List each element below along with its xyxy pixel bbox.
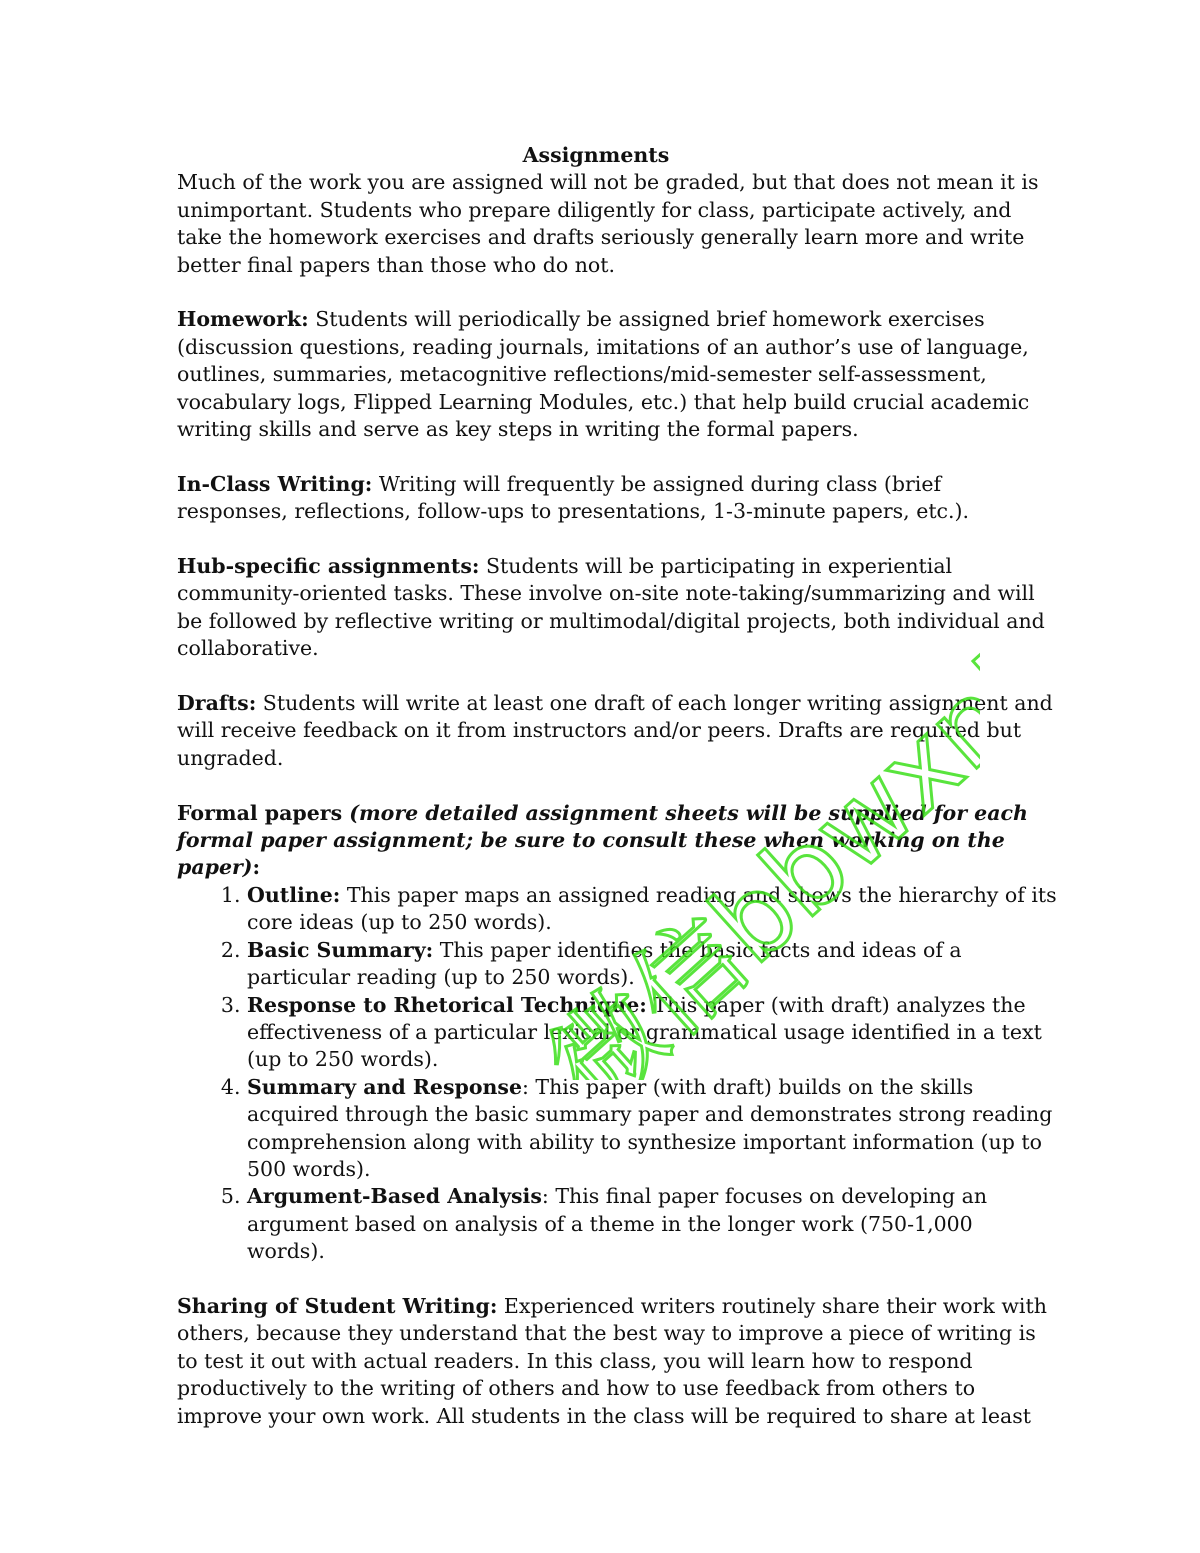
in-class-paragraph (177, 471, 1057, 526)
sharing-paragraph (177, 1293, 1057, 1430)
list-item-text: This paper identifies the basic facts and ideas of a particular reading (up to 250 words). (247, 937, 962, 990)
list-item (247, 1183, 1057, 1265)
list-item-text: This paper maps an assigned reading and shows the hierarchy of its core ideas (up to 250 words). (247, 882, 1057, 935)
list-item (247, 1074, 1057, 1184)
formal-papers-list (177, 882, 1057, 1266)
list-item-label: Argument-Based Analysis (247, 1184, 542, 1209)
homework-paragraph (177, 306, 1057, 443)
list-item (247, 937, 1057, 992)
homework-label: Homework: (177, 307, 309, 332)
drafts-text: Students will write at least one draft of each longer writing assignment and will receive feedback on it from instructors and/or peers. Drafts are required but ungraded. (177, 691, 1053, 770)
sharing-label: Sharing of Student Writing: (177, 1293, 498, 1318)
formal-colon: : (252, 855, 261, 880)
list-item-text: : This final paper focuses on developing an argument based on analysis of a theme in the longer work (750-1,000 words). (247, 1184, 988, 1264)
list-item (247, 882, 1057, 937)
drafts-paragraph (177, 690, 1057, 772)
sharing-text: Experienced writers routinely share their work with others, because they understand that the best way to improve a piece of writing is to test it out with actual readers. In this class, you will learn how to respond productively to the writing of others and how to use feedback from others to improve your own work. All students in the class will be required to share at least (177, 1293, 1047, 1428)
homework-text: Students will periodically be assigned brief homework exercises (discussion questions, reading journals, imitations of an author’s use of language, outlines, summaries, metacognitive reflections/mid-semester self-assessment, vocabulary logs, Flipped Learning Modules, etc.) that help build crucial academic writing skills and serve as key steps in writing the formal papers. (177, 307, 1030, 442)
list-item-label: Outline: (247, 882, 341, 907)
page-title: Assignments (522, 143, 670, 167)
list-item (247, 992, 1057, 1074)
formal-papers-heading (177, 800, 1057, 882)
watermark-text: 微信bbwxnly (527, 592, 980, 1080)
hub-label: Hub-specific assignments: (177, 554, 480, 579)
list-item-text: : This paper (with draft) builds on the skills acquired through the basic summary paper and demonstrates strong reading comprehension along with ability to synthesize important information (up to 500 words). (247, 1074, 1053, 1181)
in-class-label: In-Class Writing: (177, 471, 373, 496)
drafts-label: Drafts: (177, 691, 257, 716)
hub-paragraph (177, 553, 1057, 663)
formal-note: (more detailed assignment sheets will be supplied for each formal paper assignment; be sure to consult these when working on the paper) (177, 800, 1028, 880)
list-item-label: Response to Rhetorical Technique: (247, 992, 647, 1017)
list-item-text: This paper (with draft) analyzes the effectiveness of a particular lexical or grammatical usage identified in a text (up to 250 words). (247, 992, 1042, 1072)
list-item-label: Summary and Response (247, 1074, 522, 1099)
document-page (177, 142, 1057, 1430)
formal-label: Formal papers (177, 800, 343, 825)
in-class-text: Writing will frequently be assigned during class (brief responses, reflections, follow-ups to presentations, 1-3-minute papers, etc.). (177, 471, 970, 524)
list-item-label: Basic Summary: (247, 937, 434, 962)
hub-text: Students will be participating in experiential community-oriented tasks. These involve on-site note-taking/summarizing and will be followed by reflective writing or multimodal/digital projects, both individual and collaborative. (177, 554, 1045, 661)
intro-paragraph: Much of the work you are assigned will not be graded, but that does not mean it is unimportant. Students who prepare diligently for class, participate actively, and take the homework exercises and drafts seriously generally learn more and write better final papers than those who do not. (177, 170, 1039, 277)
